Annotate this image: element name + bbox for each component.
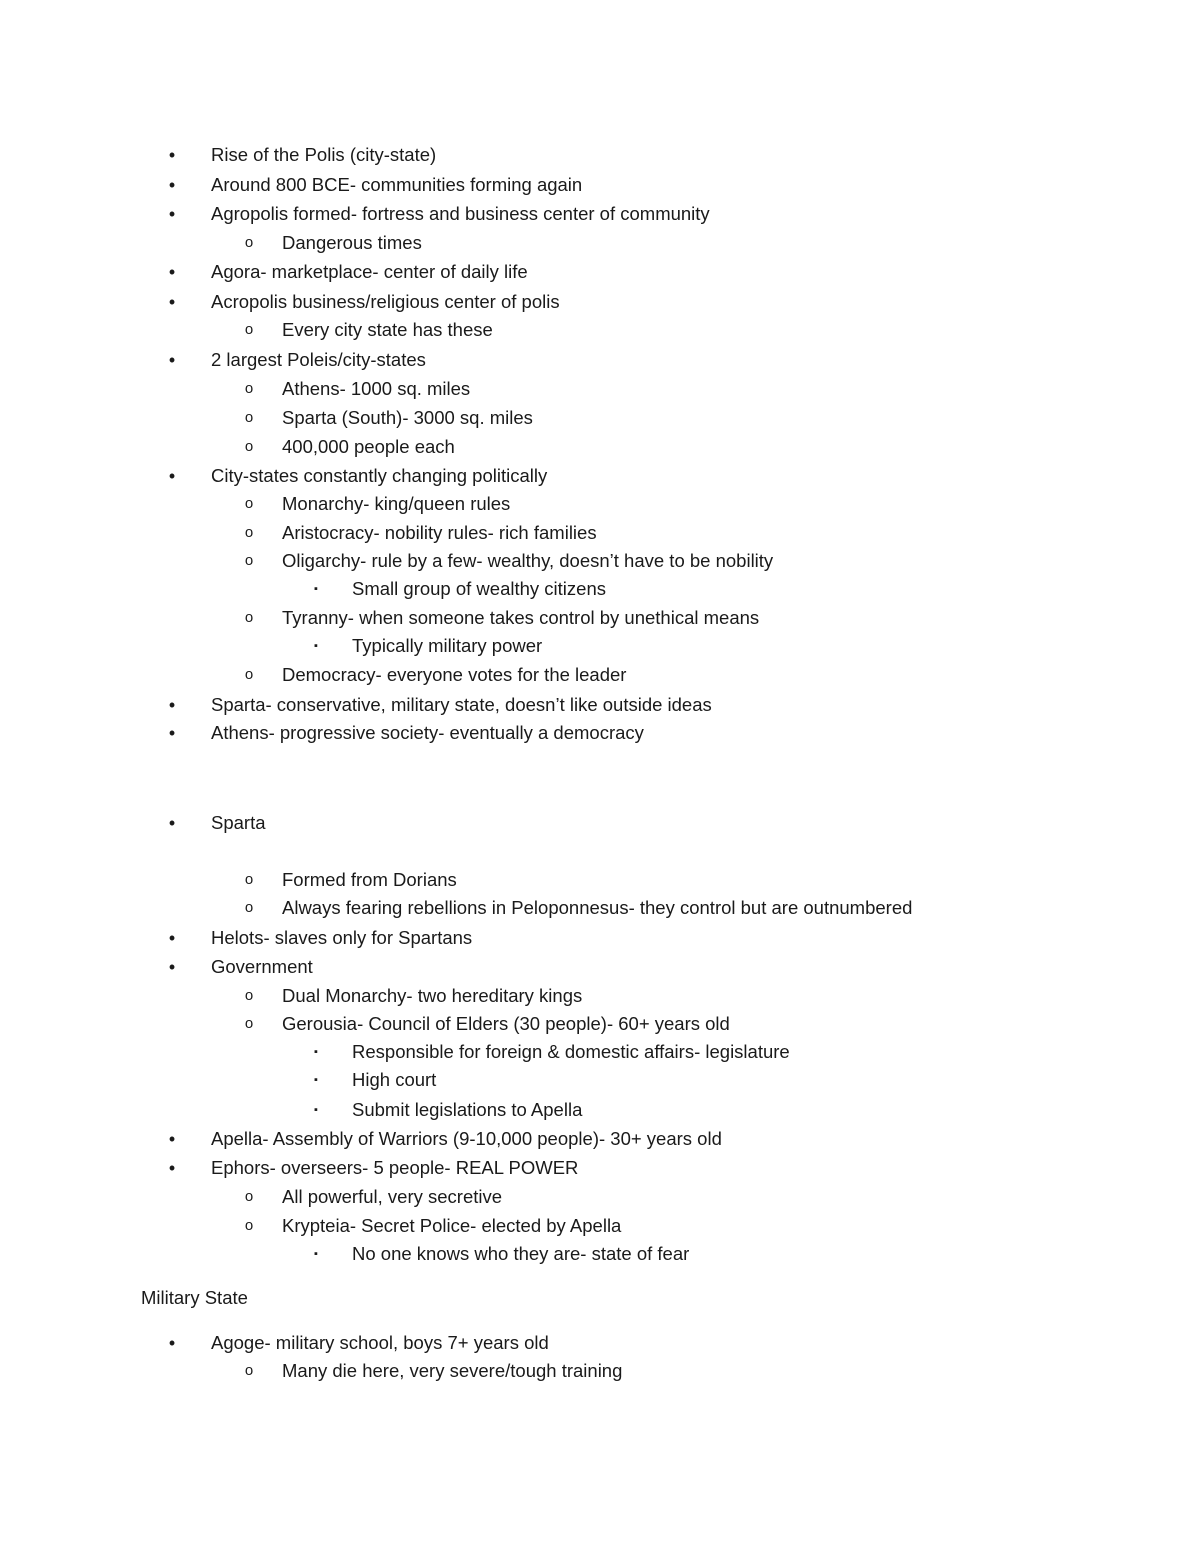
list-item-text: Government [211, 956, 313, 977]
section-heading [0, 1284, 1200, 1312]
bullet-marker: o [244, 1217, 254, 1234]
bullet-marker: ▪ [314, 1046, 318, 1058]
list-item [0, 632, 1200, 660]
bullet-marker: • [168, 292, 176, 312]
list-item [0, 288, 1200, 316]
list-item-text: Sparta- conservative, military state, doesn’t like outside ideas [211, 694, 712, 715]
list-item [0, 1010, 1200, 1038]
list-item [0, 1183, 1200, 1211]
bullet-marker: • [168, 813, 176, 833]
list-item-text: Athens- progressive society- eventually a democracy [211, 722, 644, 743]
list-item [0, 1357, 1200, 1385]
bullet-marker: ▪ [314, 1248, 318, 1260]
list-item [0, 171, 1200, 199]
list-item [0, 1096, 1200, 1124]
bullet-marker: o [244, 380, 254, 397]
bullet-marker: • [168, 695, 176, 715]
list-item [0, 1038, 1200, 1066]
bullet-marker: o [244, 987, 254, 1004]
list-item-text: Submit legislations to Apella [352, 1099, 583, 1120]
bullet-marker: • [168, 1333, 176, 1353]
list-item-text: Democracy- everyone votes for the leader [282, 664, 627, 685]
list-item-text: Gerousia- Council of Elders (30 people)- 60+ years old [282, 1013, 730, 1034]
list-item [0, 982, 1200, 1010]
list-item-text: Oligarchy- rule by a few- wealthy, doesn’t have to be nobility [282, 550, 774, 571]
list-item-text: Agoge- military school, boys 7+ years old [211, 1332, 549, 1353]
bullet-marker: ▪ [314, 1074, 318, 1086]
bullet-marker: • [168, 466, 176, 486]
bullet-marker: • [168, 204, 176, 224]
list-item-text: Small group of wealthy citizens [352, 578, 606, 599]
bullet-marker: o [244, 1015, 254, 1032]
list-item-text: All powerful, very secretive [282, 1186, 503, 1207]
list-item-text: Responsible for foreign & domestic affairs- legislature [352, 1041, 790, 1062]
list-item [0, 229, 1200, 257]
list-item [0, 258, 1200, 286]
list-item-text: Every city state has these [282, 319, 493, 340]
list-item [0, 200, 1200, 228]
list-item [0, 346, 1200, 374]
bullet-marker: • [168, 1129, 176, 1149]
list-item [0, 490, 1200, 518]
list-item [0, 661, 1200, 689]
bullet-marker: ▪ [314, 640, 318, 652]
list-item-text: Agora- marketplace- center of daily life [211, 261, 528, 282]
bullet-marker: • [168, 957, 176, 977]
list-item [0, 1154, 1200, 1182]
list-item-text: Monarchy- king/queen rules [282, 493, 511, 514]
list-item [0, 1212, 1200, 1240]
list-item [0, 316, 1200, 344]
bullet-marker: • [168, 350, 176, 370]
list-item-text: Sparta (South)- 3000 sq. miles [282, 407, 533, 428]
list-item [0, 924, 1200, 952]
list-item [0, 519, 1200, 547]
list-item [0, 604, 1200, 632]
bullet-marker: o [244, 409, 254, 426]
list-item-text: Krypteia- Secret Police- elected by Apella [282, 1215, 622, 1236]
list-item [0, 375, 1200, 403]
bullet-marker: o [244, 609, 254, 626]
bullet-marker: • [168, 175, 176, 195]
list-item [0, 575, 1200, 603]
bullet-marker: o [244, 321, 254, 338]
list-item-text: Around 800 BCE- communities forming again [211, 174, 583, 195]
bullet-marker: ▪ [314, 1104, 318, 1116]
list-item-text: Apella- Assembly of Warriors (9-10,000 people)- 30+ years old [211, 1128, 722, 1149]
list-item-text: Dangerous times [282, 232, 422, 253]
list-item-text: 400,000 people each [282, 436, 455, 457]
bullet-marker: • [168, 928, 176, 948]
bullet-marker: o [244, 552, 254, 569]
list-item-text: Always fearing rebellions in Peloponnesus- they control but are outnumbered [282, 897, 913, 918]
list-item-text: Helots- slaves only for Spartans [211, 927, 473, 948]
list-item [0, 953, 1200, 981]
list-item-text: Typically military power [352, 635, 543, 656]
list-item-text: Dual Monarchy- two hereditary kings [282, 985, 583, 1006]
list-item-text: Ephors- overseers- 5 people- REAL POWER [211, 1157, 579, 1178]
list-item-text: High court [352, 1069, 437, 1090]
list-item-text: No one knows who they are- state of fear [352, 1243, 690, 1264]
bullet-marker: • [168, 262, 176, 282]
bullet-marker: o [244, 495, 254, 512]
bullet-marker: o [244, 666, 254, 683]
list-item-text: 2 largest Poleis/city-states [211, 349, 426, 370]
bullet-marker: o [244, 1188, 254, 1205]
list-item-text: Formed from Dorians [282, 869, 457, 890]
list-item [0, 719, 1200, 747]
bullet-marker: o [244, 524, 254, 541]
list-item-text: Agropolis formed- fortress and business center of community [211, 203, 710, 224]
list-item-text: Many die here, very severe/tough training [282, 1360, 623, 1381]
list-item [0, 404, 1200, 432]
bullet-marker: o [244, 899, 254, 916]
list-item [0, 141, 1200, 169]
list-item [0, 547, 1200, 575]
section-heading-text: Military State [141, 1287, 248, 1308]
list-item-text: Tyranny- when someone takes control by unethical means [282, 607, 760, 628]
bullet-marker: • [168, 723, 176, 743]
list-item-text: Acropolis business/religious center of polis [211, 291, 560, 312]
list-item [0, 1240, 1200, 1268]
list-item [0, 866, 1200, 894]
list-item [0, 894, 1200, 922]
list-item-text: Sparta [211, 812, 266, 833]
list-item-text: Aristocracy- nobility rules- rich families [282, 522, 597, 543]
list-item [0, 691, 1200, 719]
list-item [0, 1066, 1200, 1094]
list-item-text: Athens- 1000 sq. miles [282, 378, 471, 399]
bullet-marker: • [168, 145, 176, 165]
list-item [0, 433, 1200, 461]
list-item [0, 1125, 1200, 1153]
bullet-marker: o [244, 234, 254, 251]
bullet-marker: ▪ [314, 583, 318, 595]
list-item [0, 809, 1200, 837]
bullet-marker: o [244, 1362, 254, 1379]
list-item [0, 1329, 1200, 1357]
list-item [0, 462, 1200, 490]
bullet-marker: • [168, 1158, 176, 1178]
list-item-text: City-states constantly changing politically [211, 465, 548, 486]
bullet-marker: o [244, 871, 254, 888]
bullet-marker: o [244, 438, 254, 455]
list-item-text: Rise of the Polis (city-state) [211, 144, 437, 165]
